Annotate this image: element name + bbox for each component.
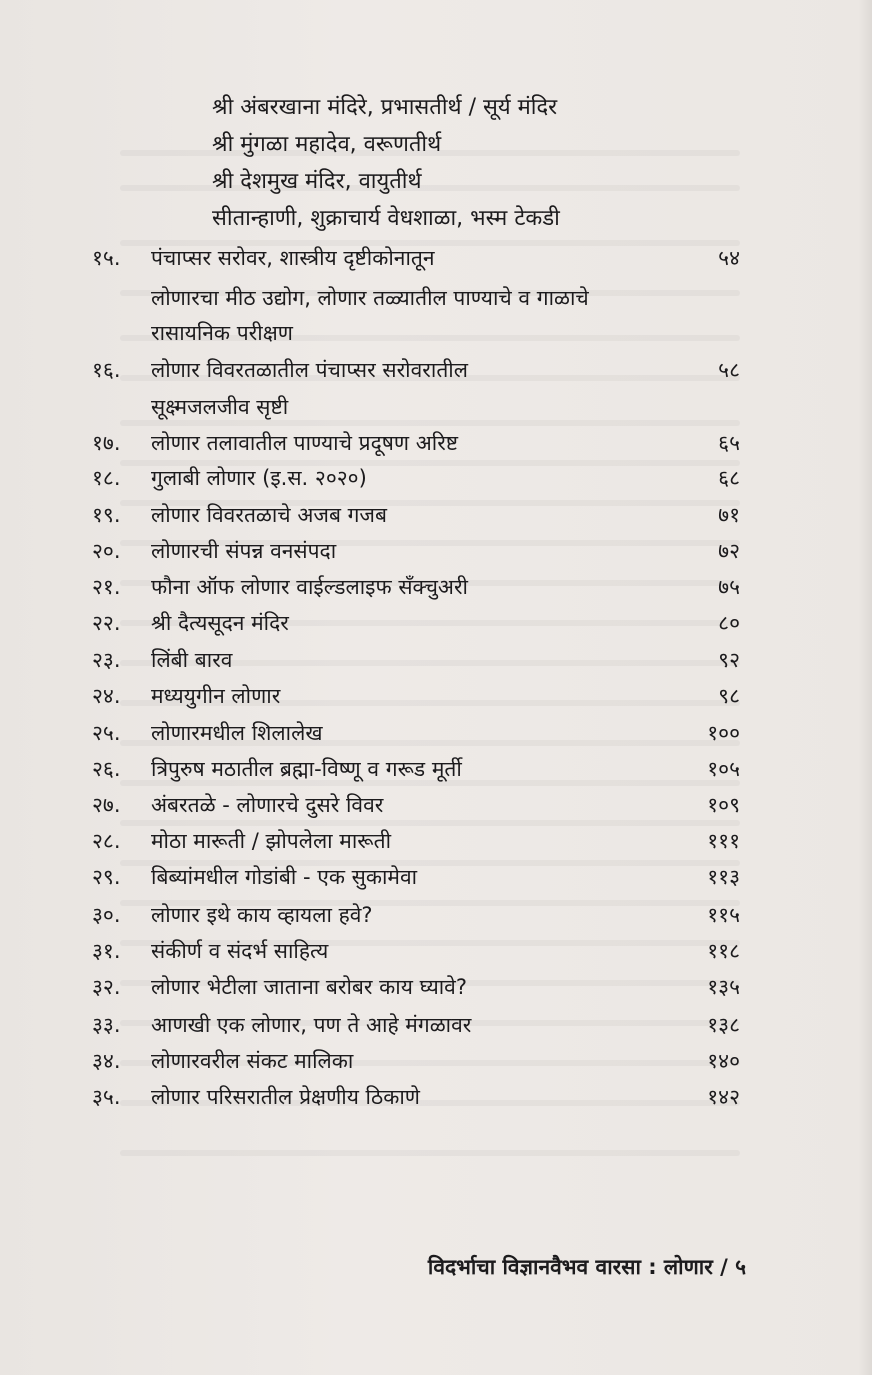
toc-entry-number: ३१. xyxy=(92,939,121,963)
toc-entry-title: मोठा मारूती / झोपलेला मारूती xyxy=(151,829,392,853)
toc-entry-number: २०. xyxy=(92,539,121,563)
toc-entry-number: १५. xyxy=(92,246,121,270)
toc-entry-page: १३५ xyxy=(707,975,740,999)
toc-entry-number: २३. xyxy=(92,648,121,672)
toc-entry-page: ११८ xyxy=(707,939,740,963)
toc-entry-title: गुलाबी लोणार (इ.स. २०२०) xyxy=(151,466,367,490)
toc-entry-title: लोणारवरील संकट मालिका xyxy=(151,1049,354,1073)
toc-entry-number: २६. xyxy=(92,757,121,781)
toc-entry-title: पंचाप्सर सरोवर, शास्त्रीय दृष्टीकोनातून xyxy=(151,246,435,270)
toc-entry-page: १०५ xyxy=(707,757,740,781)
toc-entry-page: ६५ xyxy=(718,431,740,455)
page-edge-shadow xyxy=(858,0,872,1375)
toc-entry-title: संकीर्ण व संदर्भ साहित्य xyxy=(151,939,329,963)
toc-entry-title: लोणार विवरतळाचे अजब गजब xyxy=(151,503,388,527)
toc-entry-number: २५. xyxy=(92,721,121,745)
toc-entry-page: १३८ xyxy=(707,1013,740,1037)
toc-entry-number: ३३. xyxy=(92,1013,121,1037)
toc-entry-number: १६. xyxy=(92,358,121,382)
toc-entry-number: २२. xyxy=(92,611,121,635)
toc-entry-number: २१. xyxy=(92,575,121,599)
toc-subentry: श्री अंबरखाना मंदिरे, प्रभासतीर्थ / सूर्य मंदिर xyxy=(212,95,558,120)
toc-entry-number: १८. xyxy=(92,466,121,490)
toc-entry-number: ३२. xyxy=(92,975,121,999)
toc-entry-title: लोणार विवरतळातील पंचाप्सर सरोवरातील xyxy=(151,358,468,382)
toc-subentry: श्री मुंगळा महादेव, वरूणतीर्थ xyxy=(212,132,442,157)
toc-entry-page: ७१ xyxy=(718,503,740,527)
toc-entry-title: अंबरतळे - लोणारचे दुसरे विवर xyxy=(151,793,384,817)
toc-entry-number: २४. xyxy=(92,684,121,708)
toc-entry-title: मध्ययुगीन लोणार xyxy=(151,684,281,708)
toc-entry-title: लोणार परिसरातील प्रेक्षणीय ठिकाणे xyxy=(151,1085,420,1109)
toc-entry-title: लोणार भेटीला जाताना बरोबर काय घ्यावे? xyxy=(151,975,468,999)
toc-entry-title: लोणारमधील शिलालेख xyxy=(151,721,323,745)
toc-entry-number: १९. xyxy=(92,503,121,527)
toc-entry-number: २९. xyxy=(92,865,121,889)
toc-entry-page: ८० xyxy=(718,611,740,635)
toc-entry-page: ९२ xyxy=(718,648,740,672)
toc-entry-title: लोणारची संपन्न वनसंपदा xyxy=(151,539,337,563)
toc-entry-number: २७. xyxy=(92,793,121,817)
toc-entry-page: ११३ xyxy=(707,865,740,889)
toc-entry-page: ९८ xyxy=(718,684,740,708)
toc-entry-continuation: रासायनिक परीक्षण xyxy=(151,321,293,345)
toc-entry-number: १७. xyxy=(92,431,121,455)
toc-entry-page: १४० xyxy=(707,1049,740,1073)
toc-entry-page: १४२ xyxy=(707,1085,740,1109)
toc-subentry: सीतान्हाणी, शुक्राचार्य वेधशाळा, भस्म टेकडी xyxy=(212,206,560,231)
toc-entry-page: १११ xyxy=(707,829,740,853)
toc-entry-page: ५४ xyxy=(718,246,740,270)
bleed-line xyxy=(120,1150,740,1156)
toc-entry-title: फौना ऑफ लोणार वाईल्डलाइफ सँक्चुअरी xyxy=(151,575,468,599)
toc-entry-title: श्री दैत्यसूदन मंदिर xyxy=(151,611,289,635)
toc-entry-title: बिब्यांमधील गोडांबी - एक सुकामेवा xyxy=(151,865,418,889)
toc-entry-title: लिंबी बारव xyxy=(151,648,233,672)
toc-entry-page: ७५ xyxy=(718,575,740,599)
toc-entry-title: लोणार इथे काय व्हायला हवे? xyxy=(151,903,373,927)
toc-entry-page: १०९ xyxy=(707,793,740,817)
toc-entry-continuation: सूक्ष्मजलजीव सृष्टी xyxy=(151,395,289,419)
page-footer: विदर्भाचा विज्ञानवैभव वारसा : लोणार / ५ xyxy=(427,1255,746,1279)
toc-entry-page: ७२ xyxy=(718,539,740,563)
toc-entry-number: ३४. xyxy=(92,1049,121,1073)
toc-entry-title: त्रिपुरुष मठातील ब्रह्मा-विष्णू व गरूड मूर्ती xyxy=(151,757,462,781)
toc-subentry: श्री देशमुख मंदिर, वायुतीर्थ xyxy=(212,169,422,194)
toc-entry-number: ३०. xyxy=(92,903,121,927)
toc-entry-number: ३५. xyxy=(92,1085,121,1109)
toc-entry-continuation: लोणारचा मीठ उद्योग, लोणार तळ्यातील पाण्याचे व गाळाचे xyxy=(151,286,589,310)
toc-entry-title: आणखी एक लोणार, पण ते आहे मंगळावर xyxy=(151,1013,472,1037)
toc-entry-page: ५८ xyxy=(718,358,740,382)
toc-entry-page: ११५ xyxy=(707,903,740,927)
toc-entry-page: ६८ xyxy=(718,466,740,490)
toc-entry-page: १०० xyxy=(707,721,740,745)
toc-entry-number: २८. xyxy=(92,829,121,853)
toc-entry-title: लोणार तलावातील पाण्याचे प्रदूषण अरिष्ट xyxy=(151,431,459,455)
